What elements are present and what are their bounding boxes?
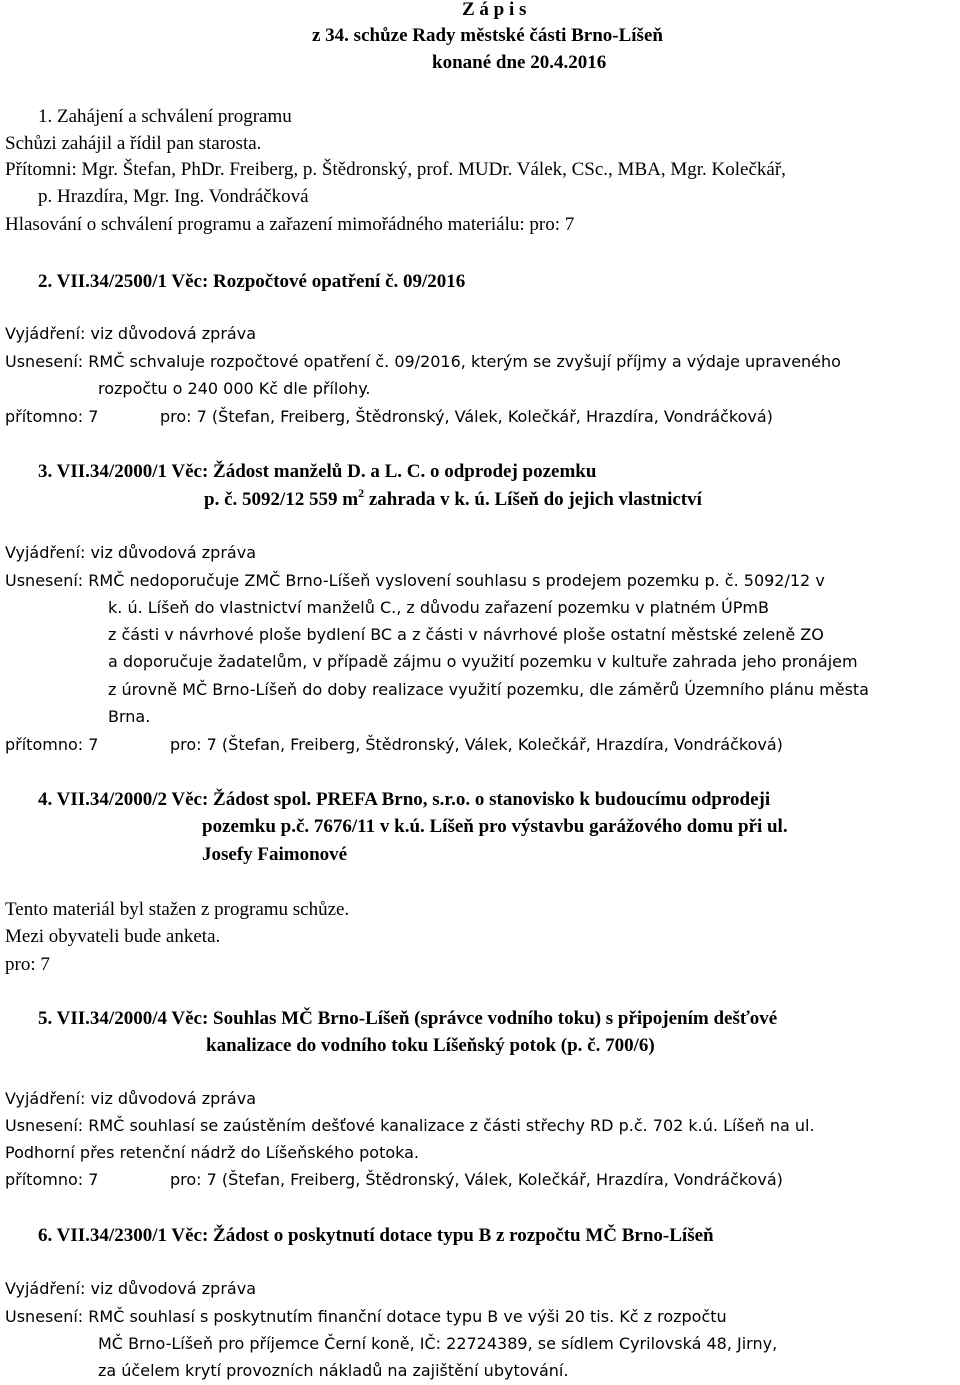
item1-vote: Hlasování o schválení programu a zařazení mimořádného materiálu: pro: 7 — [5, 214, 575, 235]
item6-resolution-l2: MČ Brno-Líšeň pro příjemce Černí koně, IČ: 22724389, se sídlem Cyrilovská 48, Jirny, — [98, 1334, 778, 1353]
document-title: Z á p i s — [462, 0, 527, 20]
item6-statement: Vyjádření: viz důvodová zpráva — [5, 1279, 256, 1298]
item2-statement: Vyjádření: viz důvodová zpráva — [5, 324, 256, 343]
item5-present: přítomno: 7 — [5, 1170, 99, 1189]
item3-present: přítomno: 7 — [5, 735, 99, 754]
item5-heading: 5. VII.34/2000/4 Věc: Souhlas MČ Brno-Líšeň (správce vodního toku) s připojením dešťové — [38, 1008, 778, 1029]
item3-resolution-l6: Brna. — [108, 707, 151, 726]
item5-statement: Vyjádření: viz důvodová zpráva — [5, 1089, 256, 1108]
item4-heading-l3: Josefy Faimonové — [202, 844, 348, 865]
item2-present: přítomno: 7 — [5, 407, 99, 426]
item3-resolution-l2: k. ú. Líšeň do vlastnictví manželů C., z důvodu zařazení pozemku v platném ÚPmB — [108, 598, 769, 617]
item1-attendees-cont: p. Hrazdíra, Mgr. Ing. Vondráčková — [38, 186, 309, 207]
item2-heading: 2. VII.34/2500/1 Věc: Rozpočtové opatření č. 09/2016 — [38, 271, 466, 292]
item1-attendees: Přítomni: Mgr. Štefan, PhDr. Freiberg, p. Štědronský, prof. MUDr. Válek, CSc., MBA, Mgr. Kolečkář, — [5, 159, 786, 180]
item3-heading: 3. VII.34/2000/1 Věc: Žádost manželů D. a L. C. o odprodej pozemku — [38, 461, 597, 482]
item5-resolution-l2: Podhorní přes retenční nádrž do Líšeňského potoka. — [5, 1143, 420, 1162]
item2-vote: pro: 7 (Štefan, Freiberg, Štědronský, Válek, Kolečkář, Hrazdíra, Vondráčková) — [160, 407, 773, 426]
item3-resolution-l5: z úrovně MČ Brno-Líšeň do doby realizace využití pozemku, dle záměrů Územního plánu města — [108, 680, 869, 699]
item6-resolution: Usnesení: RMČ souhlasí s poskytnutím finanční dotace typu B ve výši 20 tis. Kč z rozpočtu — [5, 1307, 727, 1326]
item3-resolution: Usnesení: RMČ nedoporučuje ZMČ Brno-Líšeň vyslovení souhlasu s prodejem pozemku p. č. 5092/12 v — [5, 571, 825, 590]
item3-resolution-l3: z části v návrhové ploše bydlení BC a z části v návrhové ploše ostatní městské zeleně ZO — [108, 625, 824, 644]
item5-resolution: Usnesení: RMČ souhlasí se zaústěním dešťové kanalizace z části střechy RD p.č. 702 k.ú. Líšeň na ul. — [5, 1116, 815, 1135]
item4-note2: Mezi obyvateli bude anketa. — [5, 926, 221, 947]
item5-heading-l2: kanalizace do vodního toku Líšeňský potok (p. č. 700/6) — [206, 1035, 655, 1056]
item3-statement: Vyjádření: viz důvodová zpráva — [5, 543, 256, 562]
item4-note1: Tento materiál byl stažen z programu schůze. — [5, 899, 350, 920]
item2-resolution: Usnesení: RMČ schvaluje rozpočtové opatření č. 09/2016, kterým se zvyšují příjmy a výdaje upraveného — [5, 352, 841, 371]
item3-heading-cont: p. č. 5092/12 559 $m^2$ zahrada v k. ú. Líšeň do jejich vlastnictví — [204, 485, 702, 510]
meeting-name: z 34. schůze Rady městské části Brno-Líšeň — [312, 25, 663, 46]
item4-heading: 4. VII.34/2000/2 Věc: Žádost spol. PREFA Brno, s.r.o. o stanovisko k budoucímu odprodeji — [38, 789, 771, 810]
item2-resolution-cont: rozpočtu o 240 000 Kč dle přílohy. — [98, 379, 371, 398]
item1-line1: Schůzi zahájil a řídil pan starosta. — [5, 133, 262, 154]
item4-vote: pro: 7 — [5, 954, 50, 975]
item1-heading: 1. Zahájení a schválení programu — [38, 106, 292, 127]
item3-resolution-l4: a doporučuje žadatelům, v případě zájmu o využití pozemku v kultuře zahrada jeho pronájem — [108, 652, 858, 671]
item5-vote: pro: 7 (Štefan, Freiberg, Štědronský, Válek, Kolečkář, Hrazdíra, Vondráčková) — [170, 1170, 783, 1189]
item6-resolution-l3: za účelem krytí provozních nákladů na zajištění ubytování. — [98, 1361, 569, 1380]
meeting-date: konané dne 20.4.2016 — [432, 52, 607, 73]
item3-vote: pro: 7 (Štefan, Freiberg, Štědronský, Válek, Kolečkář, Hrazdíra, Vondráčková) — [170, 735, 783, 754]
item4-heading-l2: pozemku p.č. 7676/11 v k.ú. Líšeň pro výstavbu garážového domu při ul. — [202, 816, 788, 837]
item6-heading: 6. VII.34/2300/1 Věc: Žádost o poskytnutí dotace typu B z rozpočtu MČ Brno-Líšeň — [38, 1225, 714, 1246]
